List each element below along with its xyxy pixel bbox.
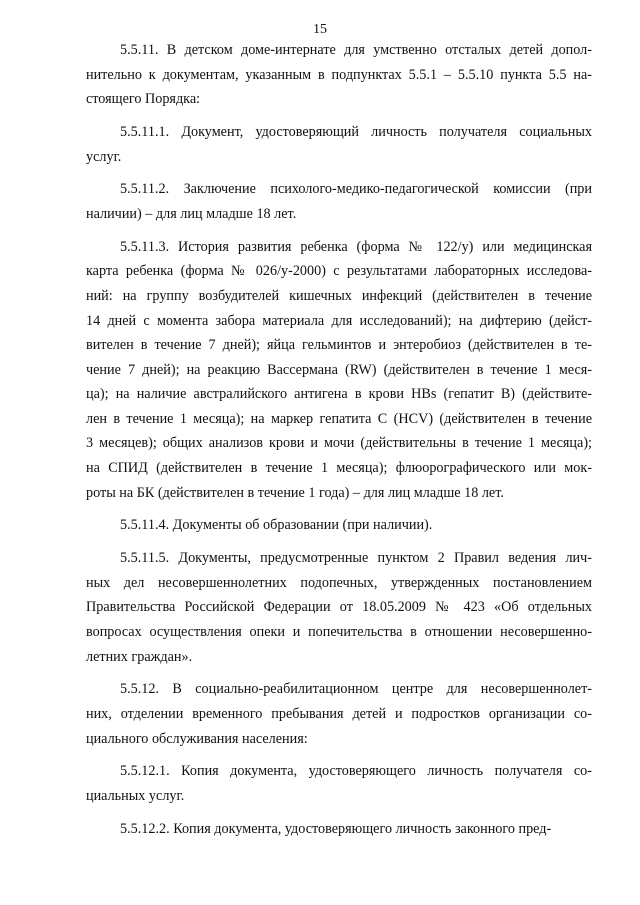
text-line: циального обслуживания населения: — [86, 730, 308, 747]
text-line: ных дел несовершеннолетних подопечных, утвержденных постановлением — [86, 574, 592, 591]
text-line: ца); на наличие австралийского антигена в крови HBs (гепатит В) (действите- — [86, 386, 592, 403]
text-line: 5.5.12.1. Копия документа, удостоверяющего личность получателя со- — [120, 763, 592, 780]
text-line: 5.5.11.3. История развития ребенка (форма № 122/у) или медицинская — [120, 238, 592, 255]
text-line: 5.5.12. В социально-реабилитационном центре для несовершеннолет- — [120, 681, 592, 698]
text-line: вопросах осуществления опеки и попечительства в отношении несовершенно- — [86, 624, 592, 640]
text-line: них, отделении временного пребывания детей и подростков организации со- — [86, 705, 592, 722]
text-line: лен в течение 1 месяца); на маркер гепатита С (HCV) (действителен в течение — [86, 410, 592, 427]
page-number: 15 — [313, 22, 327, 37]
text-line: карта ребенка (форма № 026/у-2000) с результатами лабораторных исследова- — [86, 263, 592, 280]
paragraph-5-5-12-2 — [86, 817, 592, 842]
text-line: стоящего Порядка: — [86, 91, 201, 108]
text-line: на СПИД (действителен в течение 1 месяца); флюорографического или мок- — [86, 460, 592, 477]
paragraph-5-5-11-1 — [86, 120, 592, 169]
document-body — [86, 38, 592, 850]
text-line: Правительства Российской Федерации от 18.05.2009 № 423 «Об отдельных — [86, 599, 592, 616]
text-line: наличии) – для лиц младше 18 лет. — [86, 205, 297, 222]
text-line: чение 7 дней); на реакцию Вассермана (RW) (действителен в течение 1 меся- — [86, 361, 592, 378]
text-line: 5.5.11.2. Заключение психолого-медико-педагогической комиссии (при — [120, 181, 592, 198]
text-line: роты на БК (действителен в течение 1 года) – для лиц младше 18 лет. — [86, 484, 504, 501]
text-line: ний: на группу возбудителей кишечных инфекций (действителен в течение — [86, 287, 592, 304]
paragraph-5-5-11-4 — [86, 513, 592, 538]
text-line: 5.5.12.2. Копия документа, удостоверяющего личность законного пред- — [120, 820, 552, 837]
paragraph-5-5-12-1 — [86, 759, 592, 808]
text-line: 5.5.11.4. Документы об образовании (при наличии). — [120, 517, 433, 534]
text-line: услуг. — [86, 148, 122, 165]
text-line: летних граждан». — [86, 648, 193, 665]
text-line: вителен в течение 7 дней); яйца гельминтов и энтеробиоз (действителен в те- — [86, 337, 592, 354]
text-line: 14 дней с момента забора материала для исследований); на дифтерию (дейст- — [86, 312, 592, 329]
paragraph-5-5-11-5 — [86, 546, 592, 669]
paragraph-5-5-11 — [86, 38, 592, 112]
text-line: 5.5.11.1. Документ, удостоверяющий личность получателя социальных — [120, 123, 592, 140]
paragraph-5-5-12 — [86, 677, 592, 751]
text-line: нительно к документам, указанным в подпунктах 5.5.1 – 5.5.10 пункта 5.5 на- — [86, 66, 592, 83]
text-line: 5.5.11. В детском доме-интернате для умственно отсталых детей допол- — [120, 42, 592, 58]
paragraph-5-5-11-2 — [86, 177, 592, 226]
text-line: циальных услуг. — [86, 787, 185, 804]
text-line: 3 месяцев); общих анализов крови и мочи (действительны в течение 1 месяца); — [86, 435, 592, 452]
text-line: 5.5.11.5. Документы, предусмотренные пунктом 2 Правил ведения лич- — [120, 550, 592, 567]
paragraph-5-5-11-3 — [86, 235, 592, 506]
